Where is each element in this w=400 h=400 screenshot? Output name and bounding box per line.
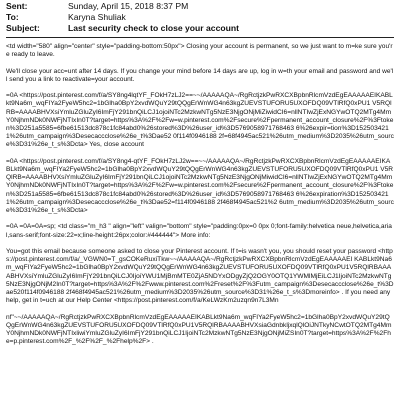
sent-label: Sent: [6, 1, 28, 11]
body-paragraph-close-notice: We'll close your acc=unt after 14 days. If you change your mind before 14 days are up, log in w=th your email and password and we'll send you a link to reactivate=your account. [6, 67, 394, 83]
sent-row [6, 1, 394, 12]
to-value: Karyna Shuliak [68, 12, 126, 22]
body-paragraph-intro: <td width="580" align="center" style="padding-bottom:50px"> Closing your account is permanent, so we just want to m=ke sure you're ready to leave. [6, 43, 393, 59]
close-account-link-secondary[interactable]: =0A <https://post.pinterest.com/f/a/SY8ng4-qtYF_FOkH7zLJ2w==~~/AAAAAQA~/RgRctjzkPwRXCXBpbnRlcmVzdEgEAAAAAEIKABLkt9Na6m_wqFIYa2FyeW5hc2=1bGlha0BpY2xvdWQuY29tQQgErWnWG4n63kgZUEVSTUFORU5UXOFDQ09VTlRfQ0xPU1 V5RQlRB=AAAABHVXsiYmluZGluZyI6ImFjY291bnQiLCJ1ojoiNTc2MzkwNTg5NzE3NjgONjMiwidCI6=nllNTIwZjExNGYwOTQ2MTg4MmY0NjhmNDk0NWFjNTIxIn0T?target=https%3A%2F%2Fw=w.pinterest.com%2Fsecure%2Fpermanent_account_closure%2F%3Ftoken%3D251a5585=6fbe61513dc878c1fc84abd0%26stored%3D%26user_id%3D5769058971768463 6%26expiration%3D1525034211%26utm_campaign%3Desecaccclose%26e_t%3Dae52=f114f0946188 2f468f4945ac521%2 6utm_medium%3D2035%26utm_source%3D31%26e_t_s%3Dcta> [6, 157, 394, 215]
close-account-link[interactable]: =0A <https://post.pinterest.com/f/a/SY8ng4lqtYF_FOkH7zLJ2==~~/AAAAAQA~/RgRctjzkPwRXCXBpbnRlcmVzdEgEAAAAAEIKABLkt9Na6m_wqFIYa2FyeW5hc2=1bGlha0BpY2xvdWQuY29tQQgErWnWG4n63kgZUEVSTUFORU5UXOFDQ09VTlRfQ0xPU1 V5RQlRB=AAAABHVXsiYmluZGluZyI6ImFjY291bnQiLCJ1ojoiNTc2MzkwNTg5NzE3NjgONjMiZiwidCI6=nllNTIwZjExNGYwOTQ2MTg4MmY0NjhmNDk0NWFjNTIxIn0T?target=https%3A%2F%2Fw=w.pinterest.com%2Fsecure%2Fpermanent_account_closure%2F%3Ftoken%3D251a5585=6fbe61513dc878c1fc84abd0%26stored%3D%26user_id%3D5769058971768463 6%26expir=tion%3D1525034211%26utm_campaign%3Desecaccclose%26e_t%3Dae52 0f114f0946188 2f=68f4945ac521%26utm_medium%3D2035%26utm_source%3D31%26e_t_s%3Dcta> Yes, close account [6, 92, 394, 149]
sent-value: Sunday, April 15, 2018 8:37 PM [68, 1, 189, 11]
help-center-link[interactable]: nf"~~/AAAAAQA~/RgRctjzkPwRXCXBpbnRlcmVzdEgEAAAAAEIKABLkt9Na6m_wqFIYa2FyeW5hc2=1bGlha0BpY2xvdWQuY29tQQgErWnWG4n63kgZUEVSTUFORU5UXOFDQ09VTlRfQ0xPU1V5RQlRBAAAABHVXsiaGdnbkljxqlQlOiJNTkyNCwtOTQ2MTg4MmY0NjhmNDk0NWFjNTIxliwiYmluZGluZyI6ImFjY291bnQiLCJ1IjoiNTc2MzkwNTg5NzE3NjgONjMiZSIn0T?target=https%3A%2F%2Fhe=p.pinterest.com%2F_%2F%2F_%2Fhelp%2F> . [6, 313, 392, 346]
email-body [6, 43, 394, 346]
to-row [6, 12, 394, 23]
subject-value: Last security check to close your account [68, 23, 239, 33]
more-info-heading: =0A =0A=0A=sp; <td class="m_h3 " align="left" valign="bottom" style="padding:0px=0 0px 0;font-family:helvetica neue,helvetica,arial,sans-serif;font-size:22=x;line-height:26px;color:#444444"> More info: [6, 223, 392, 239]
email-headers [6, 1, 394, 34]
reset-password-paragraph[interactable]: You=got this email because someone asked to close your Pinterest account. If t=is wasn't you, you should reset your password <https://post.pinterest.com/f/a/_VGWN0=T_gsCOKeRuxiTkw~~/AAAAAQA~/RgRctjzkPwRXCXBpbnRlcmVzdEgEAAAAAEI KABLkt9Na6m_wqFIYa2FyeW5hc2=1bGlha0BpY2xvdWQuY29tQQgErWnWG4n63kgZUEVSTUFORU5UXOFDQ09VTlRfQ0xPU1V5RQlRBAAAABHVXsiYmluZGluZyI6ImFjY291bnQiLCJ0IjoiYWU1MjBmMTE0ZjA5NDYxODgyZjQ2OGY0OTQ1YWMlMjEiLCJ1IjoiNTc2MzkwNTg5NzE3NjgONjM2In0T?target=https%3A%2F%2Fwww.pinterest.com%2Freset%2F%3Futm_campaign%3Desecaccclose%26e_t%3Dae520f114f0946188 2f468f4945ac521%26utm_medium%3D2035%26utm_source%3D31%26e_t_s%3Dmoreinfo> . If you need any help, get in t=uch at our Help Center <https://post.pinterest.com/f/a/KeLWzKm2uzqn9n7L3Mn [6, 248, 394, 305]
subject-label: Subject: [6, 23, 40, 33]
subject-row [6, 23, 394, 34]
to-label: To: [6, 12, 19, 22]
header-divider [6, 37, 394, 38]
